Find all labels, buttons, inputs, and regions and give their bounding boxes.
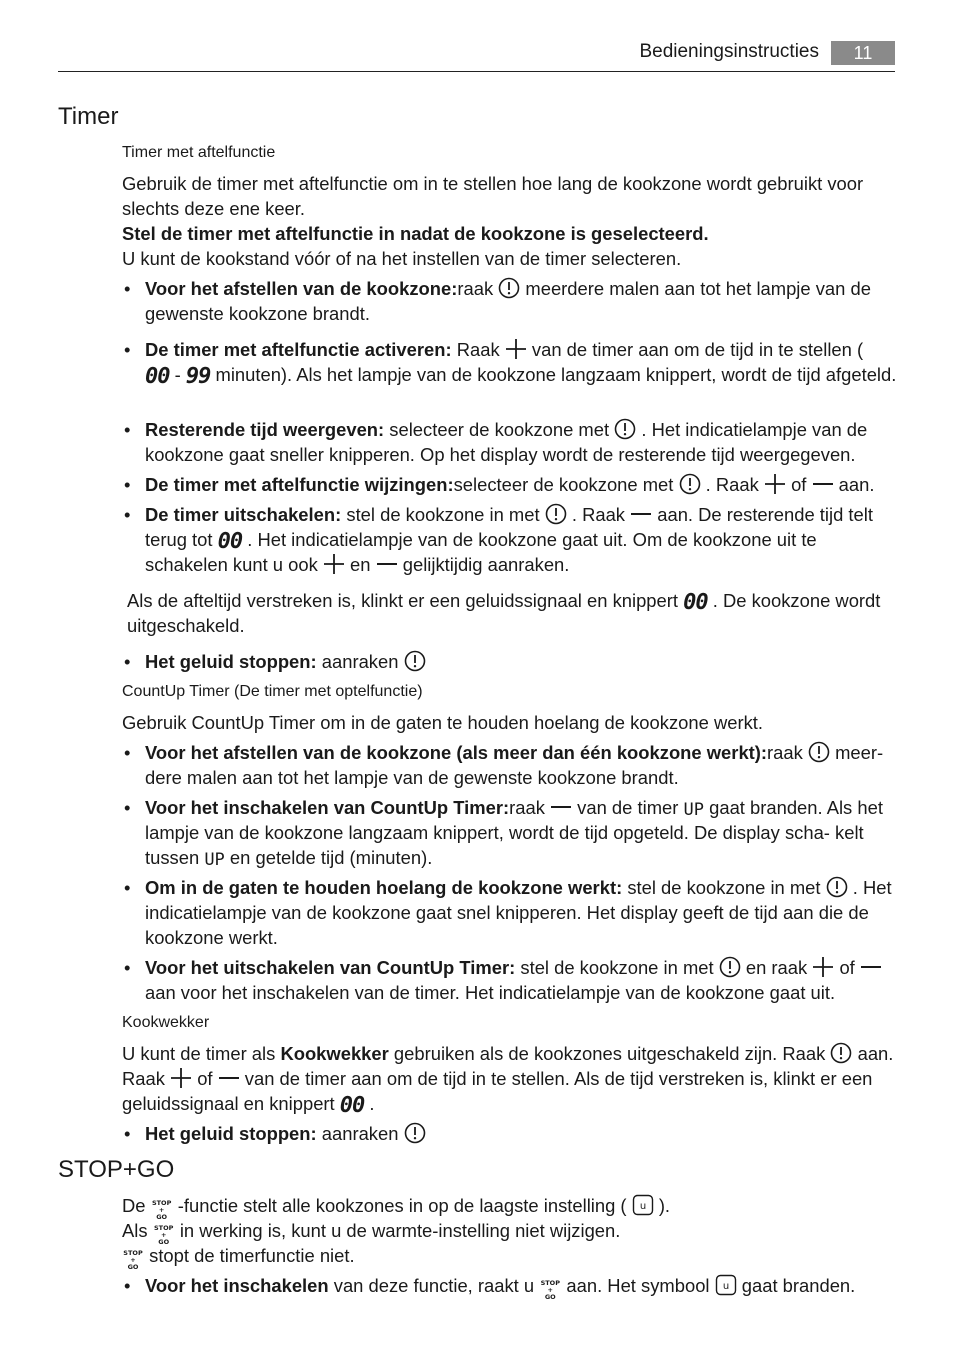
display-up: UP: [683, 800, 704, 820]
svg-text:u: u: [639, 1201, 646, 1212]
display-99: 99: [185, 364, 211, 389]
list-item: • Het geluid stoppen: aanraken: [122, 1121, 897, 1146]
minus-icon: [376, 553, 398, 575]
minus-icon: [812, 473, 834, 495]
kookwekker-text: U kunt de timer als Kookwekker gebruiken als de kookzones uitgeschakeld zijn. Raak aan. Raak of van de timer aan om de tijd in te stellen. Als de tijd verstreken is, klinkt er een geluidssignaal en knippert 00 .: [122, 1043, 894, 1118]
list-item: • De timer met aftelfunctie wijzingen:selecteer de kookzone met . Raak of aan.: [122, 472, 897, 497]
list-item: • Voor het afstellen van de kookzone (als meer dan één kookzone werkt):raak meer- dere malen aan tot het lampje van de gewenste kookzone brandt.: [122, 740, 897, 790]
list-item: • Voor het inschakelen van CountUp Timer:raak van de timer UP gaat branden. Als het lampje van de kookzone langzaam knippert, wordt de tijd opgeteld. De display scha- kelt tussen UP en getelde tijd (minuten).: [122, 795, 897, 870]
timer-select-icon: [808, 741, 830, 763]
timer-select-icon: [614, 418, 636, 440]
plus-icon: [323, 553, 345, 575]
keep-warm-icon: [715, 1274, 737, 1296]
section-heading-timer: Timer: [58, 103, 119, 130]
plus-icon: [170, 1067, 192, 1089]
stopgo-icon: STOP + GO: [151, 1199, 172, 1221]
stopgo-icon: STOP + GO: [540, 1279, 560, 1301]
header-title: Bedieningsinstructies: [639, 41, 819, 62]
plus-icon: [764, 473, 786, 495]
aftel-bold-line: Stel de timer met aftelfunctie in nadat de kookzone is geselecteerd.: [122, 223, 709, 244]
timer-select-icon: [545, 503, 567, 525]
subheading-countup: CountUp Timer (De timer met optelfunctie): [122, 683, 423, 700]
timer-select-icon: [404, 1122, 426, 1144]
minus-icon: [860, 956, 882, 978]
minus-icon: [218, 1067, 240, 1089]
stopgo-line-1: De STOP + GO -functie stelt alle kookzones in op de laagste instelling ( u ).: [122, 1195, 671, 1221]
timer-select-icon: [679, 473, 701, 495]
timer-select-icon: [830, 1042, 852, 1064]
timer-select-icon: [498, 277, 520, 299]
display-up: UP: [204, 850, 225, 870]
list-item: • De timer met aftelfunctie activeren: Raak van de timer aan om de tijd in te stellen ( 00 - 99 minuten). Als het lampje van de kookzone langzaam knippert, wordt de tijd afgeteld.: [122, 337, 897, 387]
display-00: 00: [217, 529, 243, 554]
list-item: • Voor het afstellen van de kookzone:raak meerdere malen aan tot het lampje van de gewenste kookzone brandt.: [122, 276, 897, 326]
minus-icon: [550, 796, 572, 818]
timer-select-icon: [404, 650, 426, 672]
subheading-kookwekker: Kookwekker: [122, 1014, 210, 1031]
plus-icon: [812, 956, 834, 978]
stopgo-line-3: STOP + GO stopt de timerfunctie niet.: [123, 1245, 355, 1271]
list-item: • Om in de gaten te houden hoelang de kookzone werkt: stel de kookzone in met . Het indicatielampje van de kookzone gaat snel knipperen. Het display geeft de tijd aan die de kookzone werkt.: [122, 875, 897, 950]
aftel-note: U kunt de kookstand vóór of na het instellen van de timer selecteren.: [122, 248, 682, 269]
aftel-intro: Gebruik de timer met aftelfunctie om in te stellen hoe lang de kookzone wordt gebruikt voor slechts deze ene keer.: [122, 173, 864, 219]
list-item: • Resterende tijd weergeven: selecteer de kookzone met . Het indicatielampje van de kookzone gaat sneller knipperen. Op het display wordt de resterende tijd weergegeven.: [122, 417, 897, 467]
timer-select-icon: [719, 956, 741, 978]
timer-select-icon: [826, 876, 848, 898]
display-00: 00: [683, 590, 708, 615]
page-header: [58, 40, 895, 72]
plus-icon: [505, 338, 527, 360]
countup-intro: Gebruik CountUp Timer om in de gaten te houden hoelang de kookzone werkt.: [122, 712, 763, 733]
stopgo-line-2: Als STOP + GO in werking is, kunt u de warmte-instelling niet wijzigen.: [122, 1220, 621, 1246]
section-heading-stopgo: STOP+GO: [58, 1156, 175, 1183]
list-item: • Het geluid stoppen: aanraken: [122, 649, 897, 674]
list-item: • Voor het inschakelen van deze functie, raakt u STOP + GO aan. Het symbool u gaat branden.: [122, 1273, 897, 1302]
display-00: 00: [145, 364, 170, 389]
keep-warm-icon: [632, 1194, 654, 1216]
subheading-aftel: Timer met aftelfunctie: [122, 144, 276, 161]
list-item: • De timer uitschakelen: stel de kookzone in met . Raak aan. De resterende tijd telt terug tot 00 . Het indicatielampje van de kookzone gaat uit. Om de kookzone uit te schakelen kunt u ook en gelijktijdig aanraken.: [122, 502, 897, 577]
aftel-expired-text: Als de afteltijd verstreken is, klinkt er een geluidssignaal en knippert 00 . De kookzone wordt uitgeschakeld.: [127, 590, 881, 636]
stopgo-icon: STOP + GO: [123, 1249, 143, 1271]
minus-icon: [630, 503, 652, 525]
page-number: 11: [831, 41, 895, 65]
list-item: • Voor het uitschakelen van CountUp Timer: stel de kookzone in met en raak of aan voor het inschakelen van de timer. Het indicatielampje van de kookzone gaat uit.: [122, 955, 897, 1005]
stopgo-icon: STOP + GO: [153, 1224, 174, 1246]
svg-text:u: u: [722, 1281, 729, 1292]
display-00: 00: [339, 1093, 365, 1118]
